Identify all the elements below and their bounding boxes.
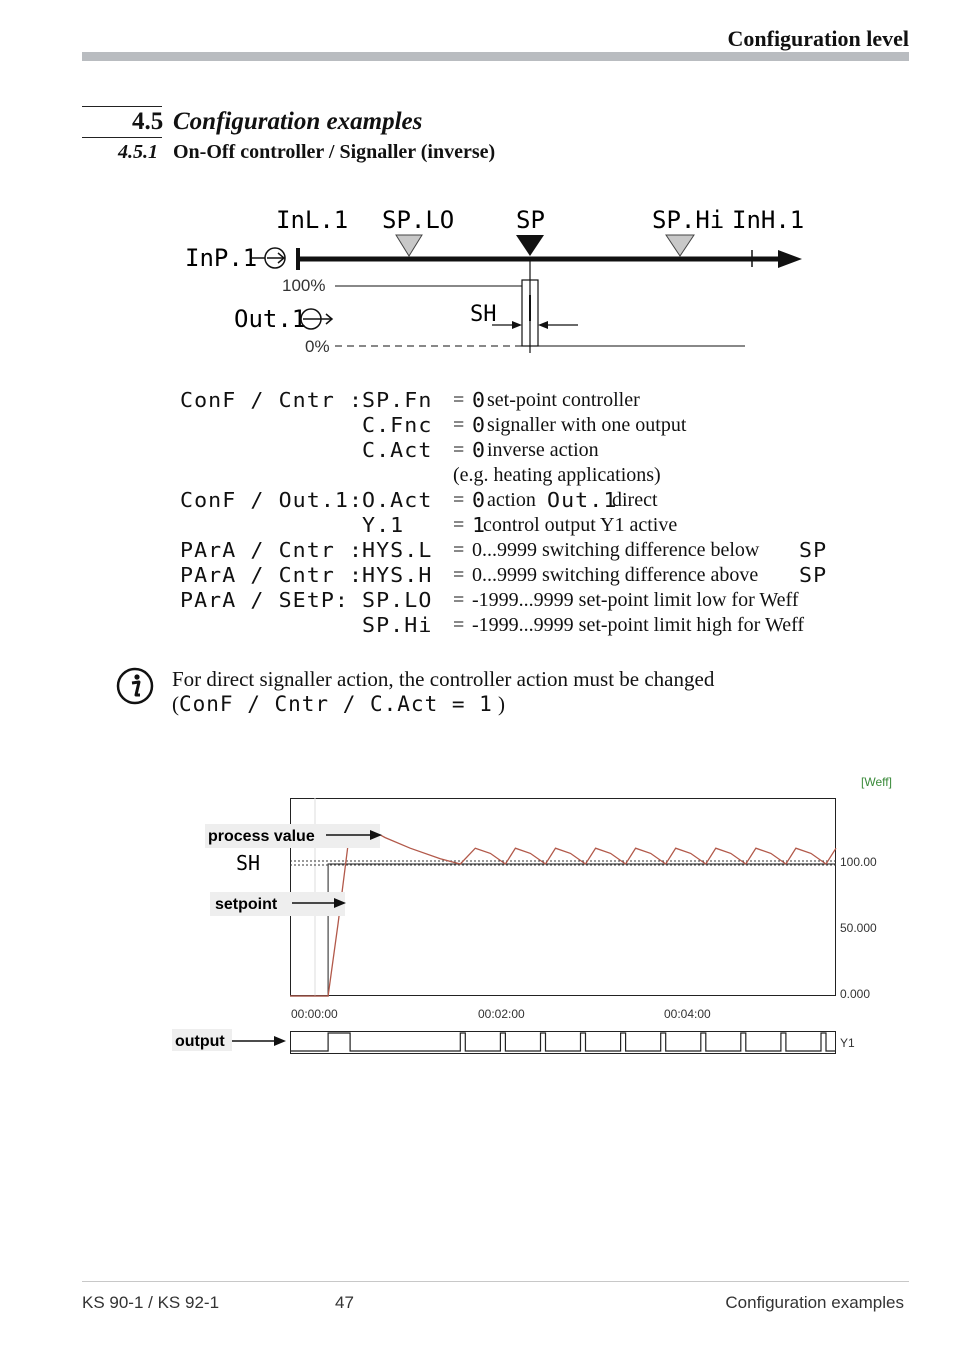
signaller-diagram (0, 195, 954, 365)
config-row (180, 613, 880, 638)
config-param: C.Act (362, 438, 433, 462)
config-desc-tail: direct (612, 489, 658, 511)
section-rule-top (82, 106, 162, 107)
config-desc-code: Out.1 (547, 488, 618, 512)
config-eq: = (453, 614, 465, 636)
config-row (180, 463, 880, 488)
y-tick-100: 100.00 (840, 855, 877, 869)
info-note-text: For direct signaller action, the controller action must be changed (172, 667, 715, 691)
config-path: ConF / Cntr : (180, 388, 364, 412)
info-note-code: ConF / Cntr / C.Act = 1 (179, 692, 493, 716)
sh-arrow-right-head (538, 321, 548, 329)
config-table (180, 388, 880, 638)
sphi-marker (666, 235, 694, 256)
info-icon (115, 666, 155, 706)
config-eq: = (453, 589, 465, 611)
info-note (172, 667, 714, 717)
config-row (180, 413, 880, 438)
sp-marker (516, 235, 544, 256)
config-eq: = (453, 539, 465, 561)
info-note-code-line (172, 692, 714, 717)
sh-arrow-left-head (512, 321, 522, 329)
page-header-title: Configuration level (727, 26, 909, 51)
footer-right: Configuration examples (725, 1293, 904, 1312)
config-param: C.Fnc (362, 413, 433, 437)
output-label: output (175, 1033, 225, 1050)
x-tick-4: 00:04:00 (664, 1007, 711, 1021)
config-row (180, 388, 880, 413)
sphi-label: SP.Hi (652, 206, 725, 234)
output-frame (291, 1032, 836, 1054)
setpoint-series (290, 864, 836, 996)
axis-arrow-icon (778, 250, 802, 268)
y1-label: Y1 (840, 1036, 855, 1050)
config-eq: = (453, 414, 465, 436)
page-number: 47 (335, 1293, 354, 1312)
output-arrow-head (274, 1036, 286, 1046)
header-bar (82, 52, 909, 61)
sh-label: SH (470, 302, 497, 327)
trend-chart (0, 760, 954, 1070)
subsection-title: On-Off controller / Signaller (inverse) (173, 141, 496, 163)
config-row (180, 538, 880, 563)
y-tick-0: 0.000 (840, 987, 871, 1001)
section-number: 4.5 (132, 108, 164, 135)
config-desc-code: SP (799, 538, 828, 562)
process-value-label: process value (208, 828, 315, 845)
config-eq: = (453, 389, 465, 411)
config-desc: set-point controller (487, 389, 640, 411)
config-eq: = (453, 564, 465, 586)
config-eq: = (453, 514, 465, 536)
sh-chart-label: SH (236, 851, 261, 875)
config-desc: -1999...9999 set-point limit low for Weff (472, 589, 799, 611)
pct0-label: 0% (305, 337, 330, 356)
process-value-series (290, 827, 836, 996)
info-note-paren-close: ) (498, 692, 506, 716)
x-tick-2: 00:02:00 (478, 1007, 525, 1021)
config-row (180, 488, 880, 513)
inp1-label: InP.1 (185, 244, 258, 272)
inh1-label: InH.1 (732, 206, 805, 234)
config-path: ConF / Out.1: (180, 488, 364, 512)
subsection-number: 4.5.1 (118, 141, 158, 163)
splo-marker (396, 235, 422, 256)
config-path: PArA / Cntr : (180, 563, 364, 587)
config-desc: (e.g. heating applications) (453, 464, 661, 486)
inl1-label: InL.1 (276, 206, 349, 234)
config-param: HYS.H (362, 563, 433, 587)
config-desc: inverse action (487, 439, 599, 461)
out1-label: Out.1 (234, 305, 307, 333)
config-value: 1 (472, 513, 487, 537)
config-desc: signaller with one output (487, 414, 687, 436)
config-desc-code: SP (799, 563, 828, 587)
config-eq: = (453, 489, 465, 511)
output-y1-series (290, 1033, 836, 1051)
config-desc: control output Y1 active (483, 514, 678, 536)
info-note-paren-open: ( (172, 692, 179, 716)
config-row (180, 588, 880, 613)
config-value: 0 (472, 488, 487, 512)
pct100-label: 100% (282, 276, 326, 295)
y-tick-50: 50.000 (840, 921, 877, 935)
config-row (180, 438, 880, 463)
config-param: SP.Hi (362, 613, 433, 637)
scale-start-tick (296, 248, 300, 270)
config-param: O.Act (362, 488, 433, 512)
config-param: HYS.L (362, 538, 433, 562)
config-row (180, 563, 880, 588)
section-rule-bottom (82, 137, 162, 138)
x-tick-0: 00:00:00 (291, 1007, 338, 1021)
splo-label: SP.LO (382, 206, 455, 234)
footer-left: KS 90-1 / KS 92-1 (82, 1293, 220, 1312)
footer-rule (82, 1281, 909, 1282)
config-desc: 0...9999 switching difference below (472, 539, 760, 561)
config-desc: action (487, 489, 536, 511)
config-eq: = (453, 439, 465, 461)
config-value: 0 (472, 413, 487, 437)
config-param: SP.LO (362, 588, 433, 612)
config-path: PArA / Cntr : (180, 538, 364, 562)
config-value: 0 (472, 388, 487, 412)
config-param: SP.Fn (362, 388, 433, 412)
config-path: PArA / SEtP: (180, 588, 350, 612)
config-desc: 0...9999 switching difference above (472, 564, 759, 586)
unit-label: [Weff] (861, 775, 892, 789)
config-param: Y.1 (362, 513, 405, 537)
config-row (180, 513, 880, 538)
config-value: 0 (472, 438, 487, 462)
sp-label: SP (516, 206, 545, 234)
section-title: Configuration examples (173, 108, 423, 135)
setpoint-label: setpoint (215, 896, 278, 913)
config-desc: -1999...9999 set-point limit high for Weff (472, 614, 805, 636)
